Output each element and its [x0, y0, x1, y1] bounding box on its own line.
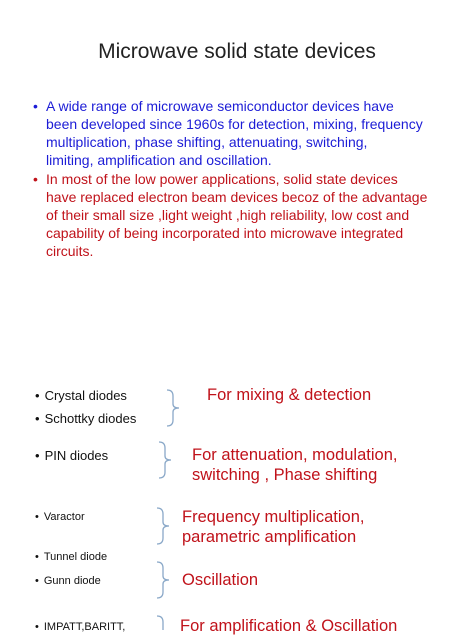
bullet-line: capability of being incorporated into microwave integrated [46, 225, 404, 241]
device-item [35, 411, 136, 426]
device-label: Varactor [43, 511, 85, 523]
device-item [35, 511, 85, 523]
bullet-dot: • [35, 551, 39, 563]
purpose-label [182, 570, 258, 590]
bullet-line: multiplication, phase shifting, attenuating, switching, [46, 134, 368, 150]
bullet-advantages [33, 170, 456, 260]
purpose-line: For amplification & Oscillation [180, 617, 398, 635]
bullet-dot: • [33, 171, 38, 187]
purpose-label [207, 385, 371, 405]
purpose-label [182, 507, 365, 547]
purpose-line: For mixing & detection [207, 386, 372, 404]
bullet-dot: • [35, 388, 40, 403]
slide-2 [0, 340, 474, 635]
purpose-line: parametric amplification [182, 528, 357, 546]
bullet-line: been developed since 1960s for detection, mixing, frequency [46, 116, 423, 132]
bullet-dot: • [35, 411, 40, 426]
purpose-line: Oscillation [182, 571, 259, 589]
device-item [35, 448, 108, 463]
device-label: Crystal diodes [44, 388, 127, 403]
slide-title: Microwave solid state devices [98, 40, 376, 63]
purpose-line: Frequency multiplication, [182, 508, 365, 526]
device-label: Tunnel diode [43, 551, 108, 563]
device-item [35, 388, 127, 403]
device-label: PIN diodes [44, 448, 109, 463]
device-item [35, 575, 101, 587]
bullet-dot: • [33, 98, 38, 114]
bullet-dot: • [35, 621, 39, 633]
bullet-line: limiting, amplification and oscillation. [46, 152, 272, 168]
bullet-line: A wide range of microwave semiconductor devices have [46, 98, 394, 114]
purpose-line: switching , Phase shifting [192, 466, 378, 484]
purpose-line: For attenuation, modulation, [192, 446, 398, 464]
purpose-label [180, 616, 397, 636]
device-label: IMPATT,BARITT, [43, 621, 126, 633]
curly-brace-icon [155, 440, 175, 480]
bullet-dot: • [35, 575, 39, 587]
bullet-dot: • [35, 511, 39, 523]
bullet-line: circuits. [46, 243, 94, 259]
curly-brace-icon [153, 614, 173, 632]
device-label: Schottky diodes [44, 411, 137, 426]
bullet-line: have replaced electron beam devices becoz of the advantage [46, 189, 428, 205]
device-item [35, 621, 125, 633]
bullet-intro [33, 97, 456, 169]
curly-brace-icon [163, 388, 183, 428]
bullet-line: of their small size ,light weight ,high reliability, low cost and [46, 207, 410, 223]
device-label: Gunn diode [43, 575, 101, 587]
curly-brace-icon [153, 506, 173, 546]
device-item [35, 551, 107, 563]
bullet-line: In most of the low power applications, solid state devices [46, 171, 398, 187]
curly-brace-icon [153, 560, 173, 600]
purpose-label [192, 445, 397, 485]
bullet-dot: • [35, 448, 40, 463]
